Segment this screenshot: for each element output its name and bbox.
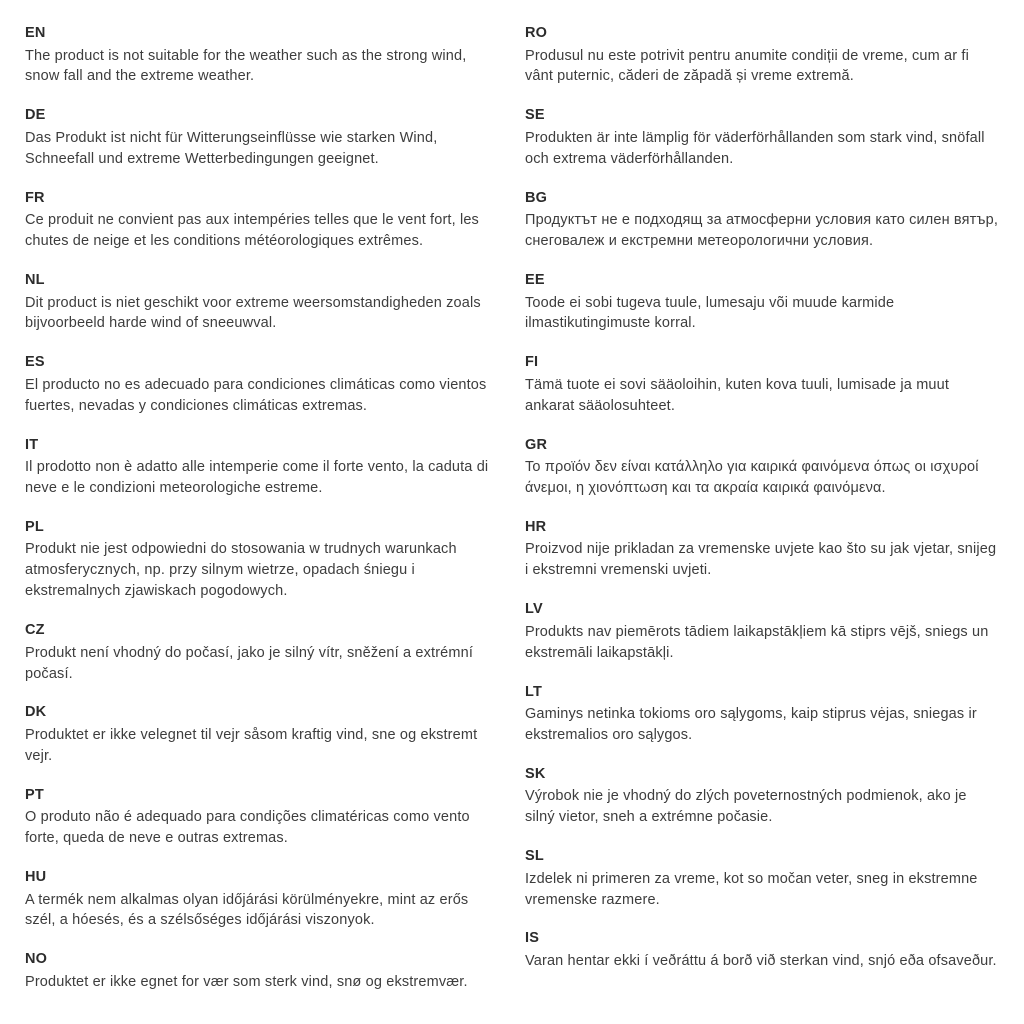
translation-text: Produkt nie jest odpowiedni do stosowania w trudnych warunkach atmosferycznych, np. przy silnym wietrze, opadach śniegu i ekstremalnych zjawiskach pogodowych. xyxy=(25,541,457,600)
language-entry xyxy=(525,436,999,499)
language-code: GR xyxy=(525,436,548,453)
translation-text: Продуктът не е подходящ за атмосферни условия като силен вятър, снеговалеж и екстремни метеорологични условия. xyxy=(525,212,999,250)
language-entry xyxy=(25,24,499,87)
language-entry xyxy=(25,353,499,416)
language-entry xyxy=(525,106,999,169)
language-entry xyxy=(25,868,499,931)
language-code: FR xyxy=(25,189,45,206)
language-code: IS xyxy=(525,930,540,947)
language-code: SE xyxy=(525,107,545,124)
translation-text: Il prodotto non è adatto alle intemperie come il forte vento, la caduta di neve e le condizioni meteorologiche estreme. xyxy=(25,459,489,496)
translation-text: Toode ei sobi tugeva tuule, lumesaju või muude karmide ilmastikutingimuste korral. xyxy=(525,294,895,332)
language-entry xyxy=(25,703,499,766)
language-code: RO xyxy=(525,25,548,41)
translation-text: Gaminys netinka tokioms oro sąlygoms, kaip stiprus vėjas, sniegas ir ekstremalios oro sąlygos. xyxy=(525,706,977,743)
language-code: PL xyxy=(25,518,44,535)
language-code: EN xyxy=(25,25,46,41)
language-entry xyxy=(525,683,999,746)
language-entry xyxy=(25,621,499,684)
language-code: NL xyxy=(25,271,45,288)
language-code: DE xyxy=(25,107,46,124)
translation-text: Produkten är inte lämplig för väderförhållanden som stark vind, snöfall och extrema väderförhållanden. xyxy=(525,129,985,167)
language-entry xyxy=(525,189,999,252)
language-code: FI xyxy=(525,354,539,371)
translation-text: Proizvod nije prikladan za vremenske uvjete kao što su jak vjetar, snijeg i ekstremni vremenski uvjeti. xyxy=(525,541,997,579)
language-code: NO xyxy=(25,951,48,968)
translation-text: O produto não é adequado para condições climatéricas como vento forte, queda de neve e outras extremas. xyxy=(25,809,470,847)
language-entry xyxy=(25,271,499,334)
left-column xyxy=(25,24,499,1012)
translation-text: El producto no es adecuado para condiciones climáticas como vientos fuertes, nevadas y condiciones climáticas extremas. xyxy=(25,376,487,414)
translation-text: Produkt není vhodný do počasí, jako je silný vítr, sněžení a extrémní počasí. xyxy=(25,644,474,682)
translation-columns xyxy=(25,24,999,1012)
language-entry xyxy=(525,271,999,334)
language-code: IT xyxy=(25,436,39,453)
language-code: ES xyxy=(25,354,45,371)
language-code: EE xyxy=(525,271,545,288)
language-code: DK xyxy=(25,704,47,721)
language-entry xyxy=(25,518,499,602)
language-entry xyxy=(525,24,999,87)
translation-text: Varan hentar ekki í veðráttu á borð við sterkan vind, snjó eða ofsaveður. xyxy=(525,953,997,969)
translation-text: Produktet er ikke velegnet til vejr såsom kraftig vind, sne og ekstremt vejr. xyxy=(25,726,478,764)
translation-text: Tämä tuote ei sovi sääoloihin, kuten kova tuuli, lumisade ja muut ankarat sääolosuhteet. xyxy=(525,376,950,414)
translation-text: Produkts nav piemērots tādiem laikapstākļiem kā stiprs vējš, sniegs un ekstremāli laikapstākļi. xyxy=(525,623,989,661)
language-entry xyxy=(525,929,999,971)
language-code: HU xyxy=(25,869,47,885)
language-code: SL xyxy=(525,848,544,865)
translation-text: Produktet er ikke egnet for vær som sterk vind, snø og ekstremvær. xyxy=(25,973,468,990)
right-column xyxy=(525,24,999,1012)
language-code: HR xyxy=(525,518,547,535)
language-code: CZ xyxy=(25,622,45,639)
language-code: PT xyxy=(25,786,44,803)
language-entry xyxy=(525,765,999,828)
language-code: LV xyxy=(525,601,543,618)
language-entry xyxy=(25,436,499,499)
translation-text: Das Produkt ist nicht für Witterungseinflüsse wie starken Wind, Schneefall und extreme Wetterbedingungen geeignet. xyxy=(25,129,438,167)
language-code: SK xyxy=(525,765,546,782)
language-code: LT xyxy=(525,683,543,700)
language-code: BG xyxy=(525,189,548,206)
translation-text: The product is not suitable for the weather such as the strong wind, snow fall and the extreme weather. xyxy=(25,47,467,85)
language-entry xyxy=(25,950,499,992)
translation-text: Το προϊόν δεν είναι κατάλληλο για καιρικά φαινόμενα όπως οι ισχυροί άνεμοι, η χιονόπτωση και τα ακραία καιρικά φαινόμενα. xyxy=(525,459,979,496)
translation-text: Produsul nu este potrivit pentru anumite condiții de vreme, cum ar fi vânt puternic, căderi de zăpadă și vreme extremă. xyxy=(525,47,969,85)
language-entry xyxy=(525,600,999,663)
translation-text: Výrobok nie je vhodný do zlých poveternostných podmienok, ako je silný vietor, sneh a extrémne počasie. xyxy=(525,788,967,826)
language-entry xyxy=(525,518,999,581)
translation-text: Ce produit ne convient pas aux intempéries telles que le vent fort, les chutes de neige et les conditions météorologiques extrêmes. xyxy=(25,212,479,250)
language-entry xyxy=(25,786,499,849)
language-entry xyxy=(25,189,499,252)
language-entry xyxy=(525,847,999,910)
translation-text: Izdelek ni primeren za vreme, kot so močan veter, sneg in ekstremne vremenske razmere. xyxy=(525,870,978,908)
language-entry xyxy=(25,106,499,169)
translation-text: A termék nem alkalmas olyan időjárási körülményekre, mint az erős szél, a hóesés, és a szélsőséges időjárási viszonyok. xyxy=(25,891,469,929)
translation-text: Dit product is niet geschikt voor extreme weersomstandigheden zoals bijvoorbeeld harde wind of sneeuwval. xyxy=(25,294,481,332)
language-entry xyxy=(525,353,999,416)
